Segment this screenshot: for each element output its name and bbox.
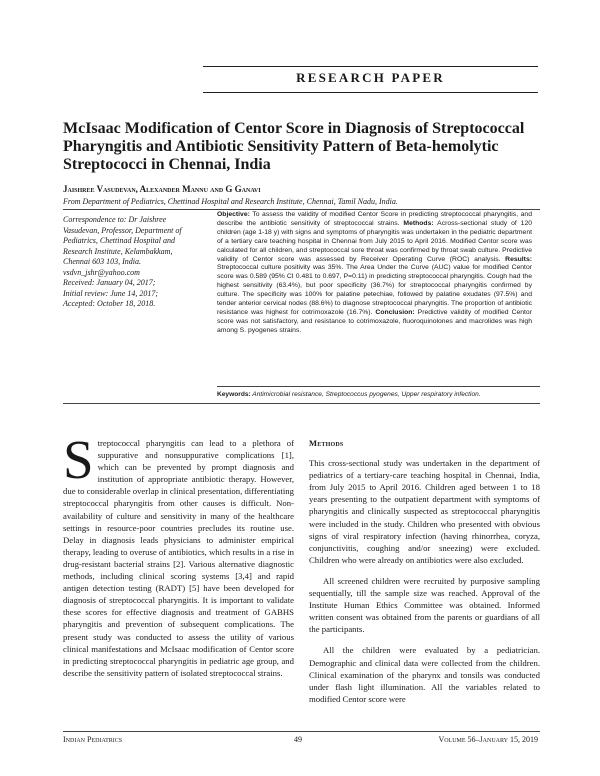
correspondence-email[interactable]: vsdvn_jshr@yahoo.com (63, 267, 140, 277)
methods-paragraph-1: This cross-sectional study was undertaken in the department of pediatrics of a tertiary-care teaching hospital in Chennai, India, from July 2015 to April 2016. Children aged between 1 to 18 years presenting to the outpatient department with symptoms of pharyngitis and clinically suspected as streptococcal pharyngitis were included in the study. Children who presented with obvious signs of viral respiratory infection (having rhinorrhea, coryza, conjunctivitis, coughing and/or sneezing) were excluded. Children who were already on antibiotics were also excluded. (309, 458, 540, 565)
methods-text: Across-sectional study of 120 children (age 1-18 y) with signs and symptoms of pharyngitis was undertaken in the pediatric department of a tertiary care teaching hospital in Chennai from July 2015 to April 2016. Modified Centor score was calculated for all children, and streptococcal sore throat was confirmed by throat swab culture. Predictive validity of Centor score was assessed by Receiver Operating Curve (ROC) analysis. (217, 219, 532, 263)
keywords (217, 391, 537, 398)
correspondence-line: Chennai 603 103, India. (63, 257, 141, 266)
keywords-label: Keywords: (217, 391, 251, 398)
journal-name: Indian Pediatrics (63, 735, 123, 744)
objective-text: To assess the validity of modified Centor Score in predicting streptococcal pharyngitis, and describe the antibiotic sensitivity of streptococcal strains. (217, 211, 532, 227)
volume-issue: Volume 56–January 15, 2019 (438, 735, 538, 744)
body-left-column (63, 429, 294, 679)
banner-bottom-rule (203, 92, 538, 93)
affiliation: From Department of Pediatrics, Chettinad Hospital and Research Institute, Chennai, Tamil Nadu, India. (63, 197, 398, 206)
body-right-column (309, 437, 540, 705)
divider-bottom (63, 403, 540, 404)
methods-heading: Methods (309, 438, 344, 448)
page-number: 49 (294, 735, 302, 744)
abstract (217, 211, 532, 336)
correspondence-line: Research Institute, Kelambakkam, (63, 246, 173, 256)
methods-paragraph-3: All the children were evaluated by a pediatrician. Demographic and clinical data were collected from the children. Clinical examination of the pharynx and tonsils was conducted under flash light illumination. All the variables related to modified Centor score were (309, 645, 540, 704)
conclusion-label: Conclusion: (372, 308, 415, 316)
methods-paragraph-2: All screened children were recruited by purposive sampling sequentially, till the sample size was reached. Approval of the Institute Human Ethics Committee was obtained. Informed written consent was obtained from the parents or guardians of all the participants. (309, 575, 540, 635)
correspondence-line: Vasudevan, Professor, Department of (63, 225, 182, 235)
received-date: Received: January 04, 2017; (63, 278, 156, 287)
author-list: Jaishree Vasudevan, Alexander Mannu and G Ganavi (63, 184, 261, 194)
footer-rule (63, 731, 540, 732)
review-date: Initial review: June 14, 2017; (63, 288, 159, 298)
keywords-divider (217, 386, 540, 387)
intro-text: treptococcal pharyngitis can lead to a plethora of suppurative and nonsuppurative complications [1], which can be prevented by prompt diagnosis and institution of appropriate antibiotic therapy. However, due to considerable overlap in clinical presentation, differentiating streptococcal pharyngitis from other causes is difficult. Non-availability of culture and sensitivity in many of the healthcare settings in resource-poor countries precludes its routine use. Delay in diagnosis leads physicians to administer empirical therapy, leading to overuse of antibiotics, which results in a rise in drug-resistant bacterial strains [2]. Various alternative diagnostic methods, including clinical scoring systems [3,4] and rapid antigen detection testing (RADT) [5] have been developed for diagnosis of streptococcal pharyngitis. It is important to validate these scores for effective diagnosis and treatment of GABHS pharyngitis and prevention of subsequent complications. The present study was conducted to assess the utility of various clinical manifestations and McIsaac modification of Centor score in predicting streptococcal pharyngitis in pediatric age group, and describe the sensitivity pattern of isolated streptococcal strains. (63, 438, 294, 678)
accepted-date: Accepted: October 18, 2018. (63, 299, 156, 308)
objective-label: Objective: (217, 211, 250, 218)
results-text: Streptococcal culture positivity was 35%. The Area Under the Curve (AUC) value for modified Centor score was 0.589 (95% CI 0.481 to 0.697, P=0.11) in predicting streptococcal pharyngitis. Cough had the highest sensitivity (63.4%), but poor specificity (36.7%) for streptococcal pharyngitis confirmed by culture. The specificity was 100% for palatine petechiae, followed by palatine exudates (97.5%) and tender anterior cervical nodes (88.6%) to diagnose streptococcal pharyngitis. The proportion of antibiotic resistance was highest for cotrimoxazole (16.7%). (217, 264, 532, 316)
conclusion-text: Predictive validity of modified Centor score was not satisfactory, and resistance to cotrimoxazole, fluoroquinolones and macrolides was high among S. pyogenes strains. (217, 308, 532, 334)
article-title: McIsaac Modification of Centor Score in Diagnosis of Streptococcal Pharyngitis and Antibiotic Sensitivity Pattern of Beta-hemolytic Streptococci in Chennai, India (63, 120, 525, 173)
keywords-text: Antimicrobial resistance, Streptococcus pyogenes, Upper respiratory infection. (250, 391, 481, 398)
correspondence-line: Pediatrics, Chettinad Hospital and (63, 236, 175, 245)
divider-top (63, 209, 540, 210)
correspondence-block (63, 215, 208, 310)
drop-cap: S (63, 429, 94, 490)
section-label: RESEARCH PAPER (296, 70, 445, 85)
banner-top-rule (203, 66, 538, 67)
results-label: Results: (500, 255, 532, 263)
correspondence-line: Correspondence to: Dr Jaishree (63, 215, 167, 224)
methods-label: Methods: (399, 219, 434, 227)
